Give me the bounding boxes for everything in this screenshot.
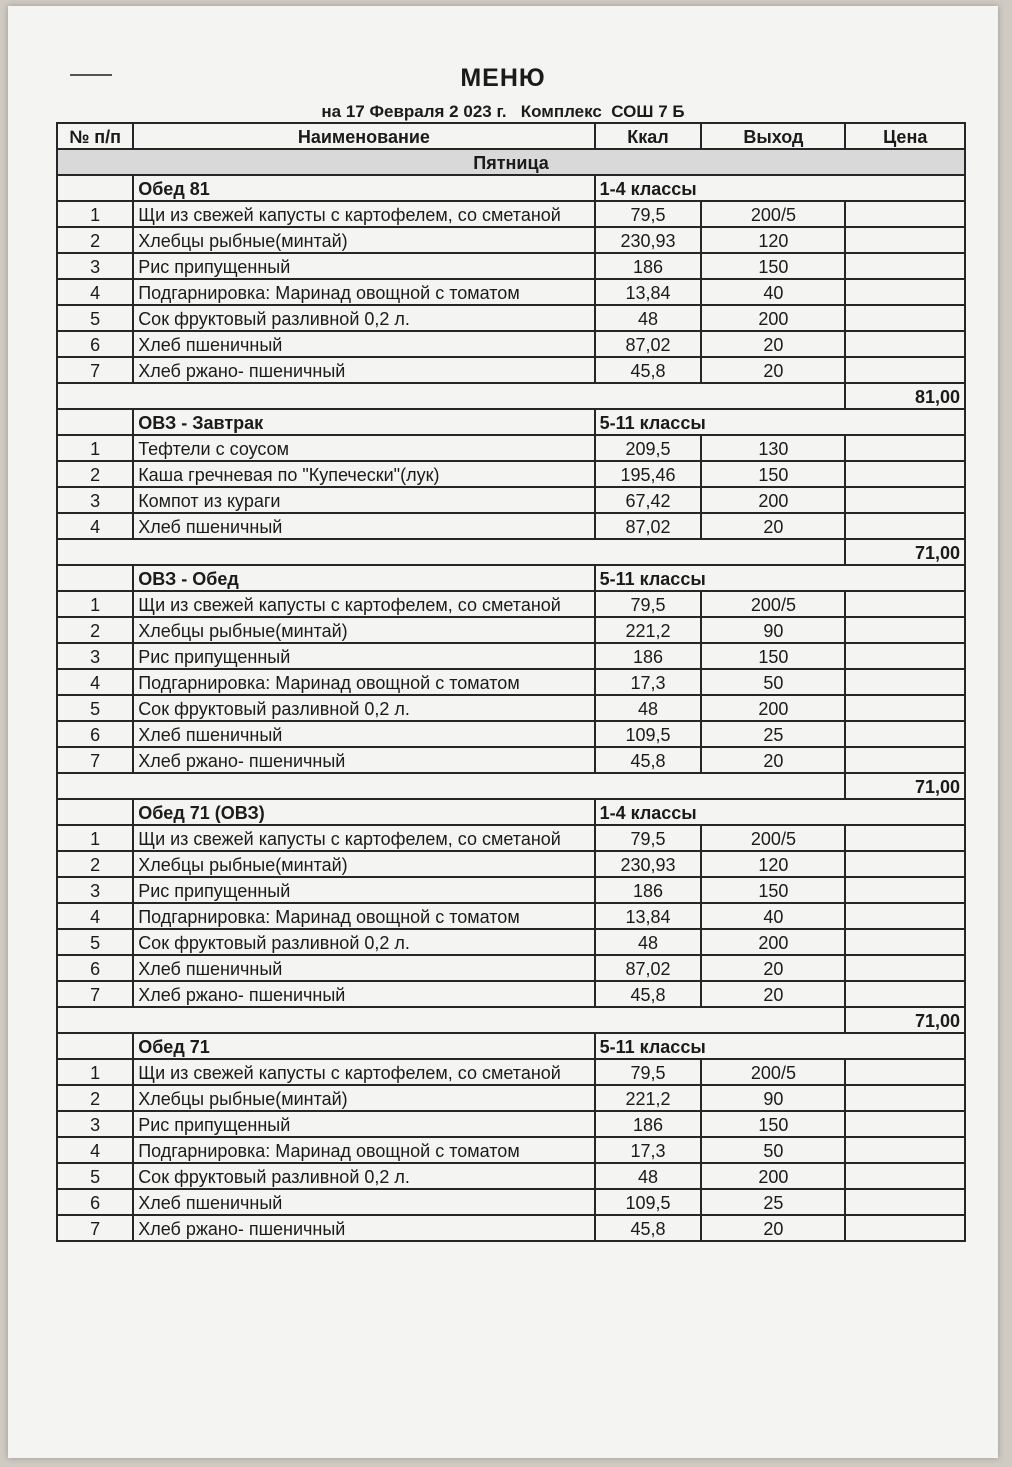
item-price xyxy=(845,1085,965,1111)
item-number: 4 xyxy=(57,1137,133,1163)
item-number: 2 xyxy=(57,851,133,877)
table-row xyxy=(57,721,965,747)
table-row xyxy=(57,279,965,305)
item-number: 3 xyxy=(57,877,133,903)
item-kcal: 186 xyxy=(595,877,702,903)
table-row xyxy=(57,669,965,695)
section-total-row xyxy=(57,773,965,799)
page-title: МЕНЮ xyxy=(460,64,546,92)
item-kcal: 79,5 xyxy=(595,201,702,227)
section-header-row xyxy=(57,565,965,591)
item-price xyxy=(845,1163,965,1189)
item-number: 1 xyxy=(57,591,133,617)
section-spacer xyxy=(57,175,133,201)
section-grade: 1-4 классы xyxy=(595,799,965,825)
item-kcal: 48 xyxy=(595,1163,702,1189)
item-number: 7 xyxy=(57,747,133,773)
item-name: Хлеб пшеничный xyxy=(133,721,594,747)
item-price xyxy=(845,279,965,305)
item-name: Рис припущенный xyxy=(133,877,594,903)
item-kcal: 186 xyxy=(595,253,702,279)
menu-table xyxy=(56,122,966,1242)
table-row xyxy=(57,461,965,487)
item-output: 200/5 xyxy=(701,591,845,617)
item-kcal: 45,8 xyxy=(595,747,702,773)
item-number: 2 xyxy=(57,227,133,253)
item-price xyxy=(845,253,965,279)
day-row xyxy=(57,149,965,175)
item-name: Сок фруктовый разливной 0,2 л. xyxy=(133,305,594,331)
item-number: 5 xyxy=(57,305,133,331)
item-number: 6 xyxy=(57,721,133,747)
section-total-row xyxy=(57,383,965,409)
item-kcal: 67,42 xyxy=(595,487,702,513)
item-name: Сок фруктовый разливной 0,2 л. xyxy=(133,929,594,955)
item-number: 6 xyxy=(57,955,133,981)
item-number: 2 xyxy=(57,461,133,487)
section-total-row xyxy=(57,1007,965,1033)
item-name: Хлеб ржано- пшеничный xyxy=(133,981,594,1007)
section-header-row xyxy=(57,799,965,825)
item-number: 7 xyxy=(57,357,133,383)
table-row xyxy=(57,877,965,903)
item-price xyxy=(845,617,965,643)
item-number: 4 xyxy=(57,513,133,539)
item-kcal: 221,2 xyxy=(595,617,702,643)
item-output: 150 xyxy=(701,253,845,279)
item-kcal: 109,5 xyxy=(595,1189,702,1215)
item-price xyxy=(845,721,965,747)
item-kcal: 48 xyxy=(595,305,702,331)
section-name: Обед 71 xyxy=(133,1033,594,1059)
item-kcal: 230,93 xyxy=(595,227,702,253)
item-kcal: 79,5 xyxy=(595,1059,702,1085)
item-name: Тефтели с соусом xyxy=(133,435,594,461)
item-price xyxy=(845,1059,965,1085)
item-kcal: 79,5 xyxy=(595,591,702,617)
item-output: 200 xyxy=(701,1163,845,1189)
item-name: Щи из свежей капусты с картофелем, со сметаной xyxy=(133,1059,594,1085)
item-price xyxy=(845,695,965,721)
item-price xyxy=(845,487,965,513)
item-output: 20 xyxy=(701,981,845,1007)
item-output: 20 xyxy=(701,955,845,981)
item-kcal: 48 xyxy=(595,929,702,955)
table-row xyxy=(57,591,965,617)
item-output: 150 xyxy=(701,461,845,487)
header-num: № п/п xyxy=(57,123,133,149)
item-output: 20 xyxy=(701,331,845,357)
table-row xyxy=(57,903,965,929)
section-header-row xyxy=(57,409,965,435)
item-kcal: 186 xyxy=(595,643,702,669)
item-kcal: 13,84 xyxy=(595,903,702,929)
section-total-row xyxy=(57,539,965,565)
item-output: 20 xyxy=(701,513,845,539)
item-price xyxy=(845,1215,965,1241)
item-price xyxy=(845,513,965,539)
item-price xyxy=(845,851,965,877)
table-row xyxy=(57,1085,965,1111)
item-name: Хлеб пшеничный xyxy=(133,331,594,357)
header-kcal: Ккал xyxy=(595,123,702,149)
item-output: 200/5 xyxy=(701,201,845,227)
section-grade: 5-11 классы xyxy=(595,565,965,591)
table-row xyxy=(57,617,965,643)
table-row xyxy=(57,435,965,461)
item-kcal: 221,2 xyxy=(595,1085,702,1111)
item-number: 1 xyxy=(57,435,133,461)
item-output: 150 xyxy=(701,1111,845,1137)
page-subtitle: на 17 Февраля 2 023 г. Комплекс СОШ 7 Б xyxy=(321,102,685,121)
table-row xyxy=(57,1189,965,1215)
item-price xyxy=(845,929,965,955)
table-row xyxy=(57,1111,965,1137)
item-kcal: 209,5 xyxy=(595,435,702,461)
item-price xyxy=(845,955,965,981)
item-number: 3 xyxy=(57,487,133,513)
item-name: Рис припущенный xyxy=(133,643,594,669)
item-output: 25 xyxy=(701,1189,845,1215)
item-price xyxy=(845,1111,965,1137)
section-total: 81,00 xyxy=(845,383,965,409)
item-number: 5 xyxy=(57,1163,133,1189)
section-spacer xyxy=(57,1033,133,1059)
item-kcal: 13,84 xyxy=(595,279,702,305)
item-number: 2 xyxy=(57,1085,133,1111)
table-row xyxy=(57,513,965,539)
item-name: Рис припущенный xyxy=(133,1111,594,1137)
table-row xyxy=(57,227,965,253)
item-kcal: 230,93 xyxy=(595,851,702,877)
item-price xyxy=(845,331,965,357)
item-output: 200 xyxy=(701,695,845,721)
item-output: 130 xyxy=(701,435,845,461)
item-output: 150 xyxy=(701,643,845,669)
table-row xyxy=(57,929,965,955)
item-output: 200/5 xyxy=(701,1059,845,1085)
total-spacer xyxy=(57,1007,845,1033)
section-name: Обед 71 (ОВЗ) xyxy=(133,799,594,825)
item-name: Подгарнировка: Маринад овощной с томатом xyxy=(133,903,594,929)
table-row xyxy=(57,981,965,1007)
section-header-row xyxy=(57,175,965,201)
item-name: Хлеб ржано- пшеничный xyxy=(133,1215,594,1241)
item-name: Хлебцы рыбные(минтай) xyxy=(133,227,594,253)
item-name: Щи из свежей капусты с картофелем, со сметаной xyxy=(133,825,594,851)
item-number: 7 xyxy=(57,981,133,1007)
item-output: 40 xyxy=(701,279,845,305)
table-row xyxy=(57,1059,965,1085)
item-number: 3 xyxy=(57,253,133,279)
table-row xyxy=(57,695,965,721)
section-name: ОВЗ - Обед xyxy=(133,565,594,591)
item-kcal: 87,02 xyxy=(595,955,702,981)
section-grade: 1-4 классы xyxy=(595,175,965,201)
item-output: 50 xyxy=(701,1137,845,1163)
item-kcal: 45,8 xyxy=(595,357,702,383)
item-price xyxy=(845,877,965,903)
item-kcal: 45,8 xyxy=(595,981,702,1007)
item-number: 3 xyxy=(57,643,133,669)
section-total: 71,00 xyxy=(845,539,965,565)
item-number: 5 xyxy=(57,695,133,721)
item-output: 150 xyxy=(701,877,845,903)
item-price xyxy=(845,1137,965,1163)
table-header-row xyxy=(57,123,965,149)
total-spacer xyxy=(57,383,845,409)
header-price: Цена xyxy=(845,123,965,149)
item-price xyxy=(845,461,965,487)
item-name: Рис припущенный xyxy=(133,253,594,279)
menu-sheet xyxy=(8,6,998,1458)
item-output: 20 xyxy=(701,747,845,773)
item-number: 6 xyxy=(57,331,133,357)
item-price xyxy=(845,201,965,227)
table-row xyxy=(57,201,965,227)
table-row xyxy=(57,305,965,331)
item-name: Хлебцы рыбные(минтай) xyxy=(133,851,594,877)
item-output: 25 xyxy=(701,721,845,747)
item-kcal: 186 xyxy=(595,1111,702,1137)
item-kcal: 17,3 xyxy=(595,1137,702,1163)
item-output: 40 xyxy=(701,903,845,929)
section-grade: 5-11 классы xyxy=(595,409,965,435)
section-total: 71,00 xyxy=(845,773,965,799)
item-price xyxy=(845,227,965,253)
total-spacer xyxy=(57,773,845,799)
table-row xyxy=(57,487,965,513)
item-number: 2 xyxy=(57,617,133,643)
item-kcal: 109,5 xyxy=(595,721,702,747)
item-kcal: 45,8 xyxy=(595,1215,702,1241)
item-number: 4 xyxy=(57,903,133,929)
section-spacer xyxy=(57,565,133,591)
item-name: Хлеб ржано- пшеничный xyxy=(133,357,594,383)
item-price xyxy=(845,435,965,461)
total-spacer xyxy=(57,539,845,565)
section-spacer xyxy=(57,409,133,435)
item-name: Подгарнировка: Маринад овощной с томатом xyxy=(133,669,594,695)
item-price xyxy=(845,1189,965,1215)
item-number: 7 xyxy=(57,1215,133,1241)
item-price xyxy=(845,591,965,617)
item-output: 90 xyxy=(701,1085,845,1111)
item-output: 50 xyxy=(701,669,845,695)
item-name: Щи из свежей капусты с картофелем, со сметаной xyxy=(133,201,594,227)
item-number: 5 xyxy=(57,929,133,955)
item-kcal: 87,02 xyxy=(595,331,702,357)
table-row xyxy=(57,643,965,669)
item-price xyxy=(845,305,965,331)
item-price xyxy=(845,643,965,669)
item-output: 200 xyxy=(701,487,845,513)
item-number: 1 xyxy=(57,1059,133,1085)
item-name: Компот из кураги xyxy=(133,487,594,513)
item-number: 4 xyxy=(57,279,133,305)
item-price xyxy=(845,747,965,773)
table-row xyxy=(57,1137,965,1163)
day-label: Пятница xyxy=(57,149,965,175)
table-row xyxy=(57,1163,965,1189)
table-row xyxy=(57,357,965,383)
item-output: 20 xyxy=(701,1215,845,1241)
item-name: Щи из свежей капусты с картофелем, со сметаной xyxy=(133,591,594,617)
item-output: 200/5 xyxy=(701,825,845,851)
table-row xyxy=(57,1215,965,1241)
item-kcal: 48 xyxy=(595,695,702,721)
item-price xyxy=(845,825,965,851)
section-grade: 5-11 классы xyxy=(595,1033,965,1059)
item-number: 1 xyxy=(57,825,133,851)
section-spacer xyxy=(57,799,133,825)
table-row xyxy=(57,851,965,877)
item-name: Хлебцы рыбные(минтай) xyxy=(133,1085,594,1111)
table-row xyxy=(57,331,965,357)
item-name: Сок фруктовый разливной 0,2 л. xyxy=(133,1163,594,1189)
table-row xyxy=(57,747,965,773)
header-output: Выход xyxy=(701,123,845,149)
item-name: Подгарнировка: Маринад овощной с томатом xyxy=(133,279,594,305)
item-price xyxy=(845,669,965,695)
section-header-row xyxy=(57,1033,965,1059)
item-number: 1 xyxy=(57,201,133,227)
section-total: 71,00 xyxy=(845,1007,965,1033)
item-output: 90 xyxy=(701,617,845,643)
table-row xyxy=(57,825,965,851)
item-name: Хлеб пшеничный xyxy=(133,513,594,539)
item-name: Сок фруктовый разливной 0,2 л. xyxy=(133,695,594,721)
item-kcal: 79,5 xyxy=(595,825,702,851)
item-name: Подгарнировка: Маринад овощной с томатом xyxy=(133,1137,594,1163)
item-price xyxy=(845,903,965,929)
section-name: ОВЗ - Завтрак xyxy=(133,409,594,435)
item-number: 6 xyxy=(57,1189,133,1215)
item-output: 20 xyxy=(701,357,845,383)
item-kcal: 87,02 xyxy=(595,513,702,539)
item-kcal: 17,3 xyxy=(595,669,702,695)
item-price xyxy=(845,357,965,383)
item-number: 3 xyxy=(57,1111,133,1137)
item-output: 120 xyxy=(701,227,845,253)
section-name: Обед 81 xyxy=(133,175,594,201)
item-price xyxy=(845,981,965,1007)
item-output: 200 xyxy=(701,929,845,955)
item-number: 4 xyxy=(57,669,133,695)
table-row xyxy=(57,253,965,279)
table-row xyxy=(57,955,965,981)
item-name: Хлебцы рыбные(минтай) xyxy=(133,617,594,643)
header-name: Наименование xyxy=(133,123,594,149)
item-kcal: 195,46 xyxy=(595,461,702,487)
item-name: Хлеб пшеничный xyxy=(133,1189,594,1215)
item-output: 200 xyxy=(701,305,845,331)
item-output: 120 xyxy=(701,851,845,877)
item-name: Каша гречневая по "Купечески"(лук) xyxy=(133,461,594,487)
item-name: Хлеб пшеничный xyxy=(133,955,594,981)
item-name: Хлеб ржано- пшеничный xyxy=(133,747,594,773)
